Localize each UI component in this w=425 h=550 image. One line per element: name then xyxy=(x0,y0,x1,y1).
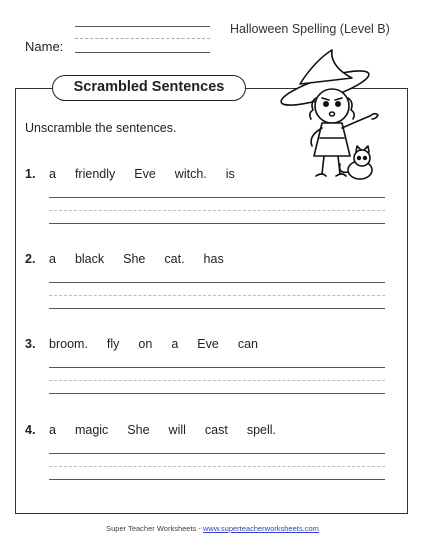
footer-brand: Super Teacher Worksheets xyxy=(106,524,197,533)
instructions: Unscramble the sentences. xyxy=(25,121,177,135)
word: She xyxy=(123,252,146,266)
header-dash-line xyxy=(75,38,210,39)
word: friendly xyxy=(74,167,116,181)
word: Eve xyxy=(134,167,156,181)
footer xyxy=(0,524,425,533)
answer-line-mid xyxy=(49,295,385,296)
word: spell. xyxy=(246,423,277,437)
word: witch. xyxy=(174,167,207,181)
word: has xyxy=(203,252,224,266)
question-number: 1. xyxy=(25,167,36,181)
question-4 xyxy=(25,423,385,483)
question-2 xyxy=(25,252,385,312)
answer-line-bottom[interactable] xyxy=(49,223,385,224)
scrambled-words xyxy=(49,167,254,181)
answer-line-bottom[interactable] xyxy=(49,393,385,394)
question-number: 3. xyxy=(25,337,36,351)
answer-line-mid xyxy=(49,380,385,381)
page-title: Scrambled Sentences xyxy=(52,75,246,101)
answer-line-bottom[interactable] xyxy=(49,308,385,309)
answer-line-bottom[interactable] xyxy=(49,479,385,480)
word: can xyxy=(237,337,258,351)
question-number: 4. xyxy=(25,423,36,437)
question-number: 2. xyxy=(25,252,36,266)
word: a xyxy=(49,423,56,437)
word: on xyxy=(138,337,153,351)
answer-line-top[interactable] xyxy=(49,367,385,368)
word: magic xyxy=(74,423,109,437)
word: cat. xyxy=(164,252,185,266)
question-3 xyxy=(25,337,385,397)
name-label: Name: xyxy=(25,39,64,54)
word: fly xyxy=(106,337,120,351)
answer-line-mid xyxy=(49,466,385,467)
header-line-top xyxy=(75,26,210,27)
word: a xyxy=(49,252,56,266)
witch-with-cat-icon xyxy=(270,48,410,198)
word: is xyxy=(225,167,235,181)
answer-line-mid xyxy=(49,210,385,211)
name-write-line[interactable] xyxy=(75,52,210,53)
footer-separator: - xyxy=(196,524,203,533)
answer-line-top[interactable] xyxy=(49,453,385,454)
word: Eve xyxy=(197,337,219,351)
answer-line-top[interactable] xyxy=(49,282,385,283)
scrambled-words xyxy=(49,337,277,351)
word: black xyxy=(74,252,105,266)
word: She xyxy=(127,423,150,437)
scrambled-words xyxy=(49,252,243,266)
word: a xyxy=(49,167,56,181)
scrambled-words xyxy=(49,423,295,437)
word: will xyxy=(168,423,186,437)
worksheet-title: Halloween Spelling (Level B) xyxy=(230,22,390,36)
footer-link[interactable]: www.superteacherworksheets.com xyxy=(202,524,319,533)
word: broom. xyxy=(49,337,88,351)
word: cast xyxy=(204,423,228,437)
word: a xyxy=(171,337,179,351)
